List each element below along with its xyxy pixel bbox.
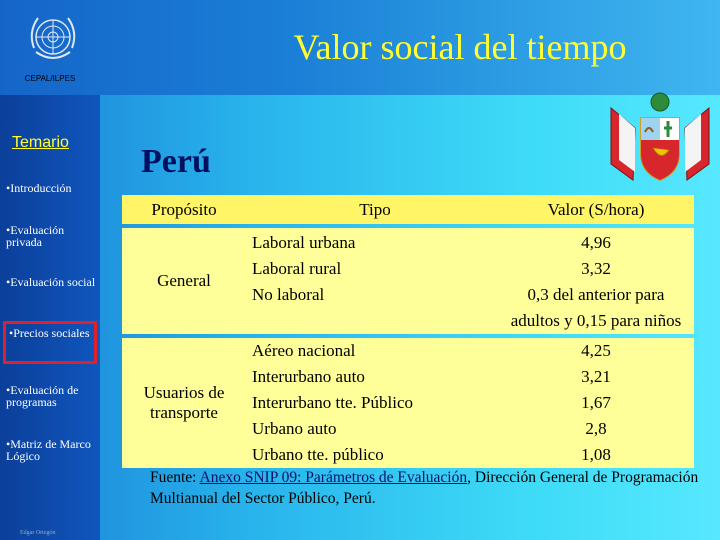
sidebar-item-introduccion[interactable]: •Introducción: [6, 181, 72, 195]
purpose-line: transporte: [150, 403, 218, 422]
sidebar-item-evaluacion-programas[interactable]: •Evaluación de programas: [6, 383, 79, 409]
value-cell: [498, 338, 694, 468]
sidebar-item-marco-logico[interactable]: •Matriz de Marco Lógico: [6, 437, 91, 463]
table-row: [122, 228, 694, 334]
purpose-cell: General: [122, 228, 246, 334]
purpose-line: Usuarios de: [143, 383, 225, 402]
sidebar-item-precios-sociales[interactable]: •Precios sociales: [3, 321, 97, 364]
slide-title: Valor social del tiempo: [293, 27, 627, 67]
source-note: [150, 467, 710, 509]
type-item: Interurbano tte. Público: [252, 393, 413, 412]
type-item: Urbano auto: [252, 419, 337, 438]
column-header-valor: Valor (S/hora): [498, 195, 694, 224]
type-item: Interurbano auto: [252, 367, 365, 386]
purpose-cell: [122, 338, 246, 468]
type-item: No laboral: [252, 285, 325, 304]
sidebar-heading[interactable]: Temario: [12, 134, 69, 151]
type-cell: [246, 228, 498, 334]
value-item: 1,67: [581, 393, 611, 412]
column-header-tipo: Tipo: [246, 195, 498, 224]
value-item: 1,08: [581, 445, 611, 464]
source-prefix: Fuente:: [150, 469, 200, 486]
value-item: 3,21: [581, 367, 611, 386]
type-cell: [246, 338, 498, 468]
sidebar-item-evaluacion-privada[interactable]: •Evaluación privada: [6, 223, 65, 249]
country-heading: Perú: [141, 143, 211, 180]
peru-coat-of-arms-icon: [605, 88, 715, 198]
type-item: Urbano tte. público: [252, 445, 384, 464]
sidebar-footer: Edgar Ortegón: [20, 530, 56, 536]
sidebar: [0, 95, 100, 540]
un-emblem-icon: [22, 8, 84, 70]
table-header-row: [122, 195, 694, 224]
value-item: 0,3 del anterior para: [527, 285, 665, 304]
value-item: 3,32: [581, 259, 611, 278]
type-item: Laboral rural: [252, 259, 342, 278]
value-cell: [498, 228, 694, 334]
type-item: Aéreo nacional: [252, 341, 356, 360]
value-item: adultos y 0,15 para niños: [510, 311, 682, 330]
value-item: 4,96: [581, 233, 611, 252]
org-label: CEPAL/ILPES: [24, 74, 76, 83]
value-item: 4,25: [581, 341, 611, 360]
time-value-table: [122, 195, 694, 468]
source-link[interactable]: Anexo SNIP 09: Parámetros de Evaluación: [199, 469, 468, 486]
table-row: [122, 338, 694, 468]
value-item: 2,8: [585, 419, 607, 438]
sidebar-item-evaluacion-social[interactable]: •Evaluación social: [6, 275, 96, 289]
type-item: Laboral urbana: [252, 233, 356, 252]
source-rest: , Dirección General de Programación Multianual del Sector Público, Perú.: [150, 469, 699, 507]
column-header-proposito: Propósito: [122, 195, 246, 224]
